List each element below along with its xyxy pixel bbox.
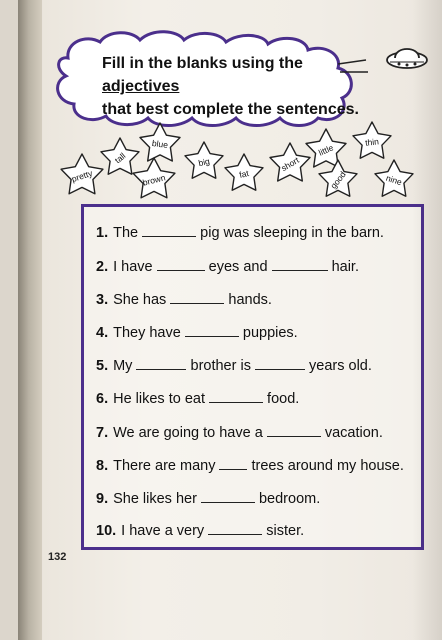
- word-bank-word: brown: [141, 172, 167, 188]
- sentence-2: 2. I have eyes and hair.: [96, 259, 359, 275]
- answer-blank[interactable]: [201, 491, 255, 503]
- word-bank-word: nine: [384, 172, 404, 188]
- sentence-8: 8. There are many trees around my house.: [96, 458, 404, 474]
- word-bank-star: [225, 154, 263, 190]
- word-bank: [58, 118, 428, 204]
- word-bank-star: [270, 143, 310, 181]
- instruction-text: [102, 52, 372, 121]
- answer-blank[interactable]: [185, 325, 239, 337]
- answer-blank[interactable]: [136, 358, 186, 370]
- sentence-4: 4. They have puppies.: [96, 325, 298, 341]
- word-bank-word: good: [328, 169, 348, 191]
- word-bank-star: [61, 154, 103, 194]
- word-bank-star: [319, 160, 357, 196]
- word-bank-star: [101, 138, 139, 174]
- answer-blank[interactable]: [208, 523, 262, 535]
- sentence-6: 6. He likes to eat food.: [96, 391, 300, 407]
- answer-blank[interactable]: [219, 458, 247, 470]
- sentence-1: 1. The pig was sleeping in the barn.: [96, 225, 384, 241]
- word-bank-star: [185, 142, 223, 178]
- word-bank-word: short: [279, 154, 301, 174]
- sentences-box: [81, 204, 424, 550]
- instruction-part2: that best complete the sentences.: [102, 101, 359, 118]
- answer-blank[interactable]: [272, 259, 328, 271]
- word-bank-star: [133, 158, 175, 198]
- answer-blank[interactable]: [142, 225, 196, 237]
- sentence-9: 9. She likes her bedroom.: [96, 491, 321, 507]
- word-bank-star: [140, 123, 180, 161]
- sentence-10: 10. I have a very sister.: [96, 523, 305, 539]
- answer-blank[interactable]: [170, 292, 224, 304]
- instruction-part1: Fill in the blanks using the: [102, 55, 303, 72]
- word-bank-star: [306, 129, 346, 167]
- instruction-keyword: adjectives: [102, 78, 180, 95]
- word-bank-star: [353, 122, 391, 158]
- book-spine: [18, 0, 42, 640]
- workbook-page: [18, 0, 442, 640]
- answer-blank[interactable]: [209, 391, 263, 403]
- sentence-3: 3. She has hands.: [96, 292, 272, 308]
- word-bank-word: thin: [364, 136, 380, 148]
- sentence-5: 5. My brother is years old.: [96, 358, 372, 374]
- word-bank-word: little: [317, 142, 335, 158]
- word-bank-word: tall: [112, 150, 128, 166]
- word-bank-word: pretty: [70, 167, 94, 185]
- word-bank-word: big: [197, 155, 211, 169]
- word-bank-star: [375, 160, 413, 196]
- word-bank-word: fat: [238, 168, 250, 180]
- sentence-7: 7. We are going to have a vacation.: [96, 425, 383, 441]
- page-shadow: [412, 0, 442, 640]
- answer-blank[interactable]: [255, 358, 305, 370]
- word-bank-word: blue: [151, 137, 169, 151]
- page-number: 132: [48, 551, 67, 563]
- answer-blank[interactable]: [157, 259, 205, 271]
- answer-blank[interactable]: [267, 425, 321, 437]
